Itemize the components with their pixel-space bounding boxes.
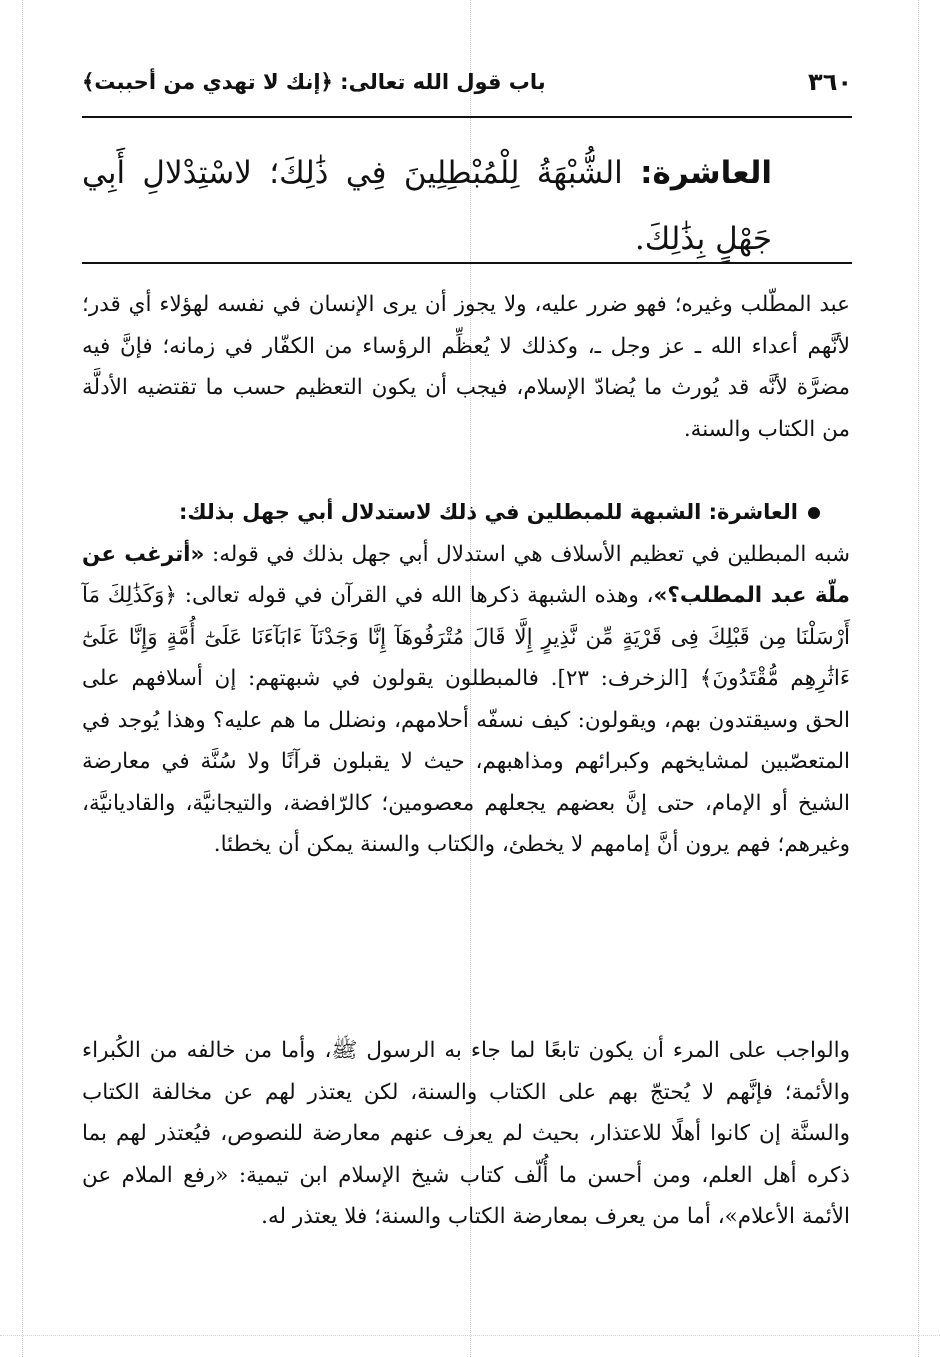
matn-body: الشُّبْهَةُ لِلْمُبْطِلِينَ فِي ذَٰلِكَ؛ لاسْتِدْلالِ أَبِي جَهْلٍ بِذَٰلِكَ. (82, 155, 772, 257)
closing-text: والواجب على المرء أن يكون تابعًا لما جاء به الرسول ﷺ، وأما من خالفه من الكُبراء والأئمة؛ فإنَّهم لا يُحتجّ بهم على الكتاب والسنة، لكن يعتذر لهم عن مخالفة الكتاب والسنَّة إن كانوا أهلًا للاعتذار، بحيث لم يعرف عنهم معارضة للنصوص، فيُعتذر لهم بما ذكره أهل العلم، ومن أحسن ما أُلّف كتاب شيخ الإسلام ابن تيمية: «رفع الملام عن الأئمة الأعلام»، أما من يعرف بمعارضة الكتاب والسنة؛ فلا يعتذر له. (82, 1038, 850, 1229)
matn-text (82, 140, 772, 272)
header-rule (82, 116, 852, 118)
section-block (82, 492, 850, 866)
scan-guide-line (918, 0, 919, 1357)
scan-guide-line (22, 0, 23, 1357)
closing-paragraph (82, 1030, 890, 1238)
section-paragraph-start: شبه المبطلين في تعظيم الأسلاف هي استدلال أبي جهل بذلك في قوله: (212, 541, 850, 567)
section-heading-text: العاشرة: الشبهة للمبطلين في ذلك لاستدلال أبي جهل بذلك: (178, 500, 798, 524)
running-title: باب قول الله تعالى: ﴿إنك لا تهدي من أحببت﴾ (82, 70, 546, 94)
section-paragraph-rest: ، وهذه الشبهة ذكرها الله في القرآن في قوله تعالى: ﴿وَكَذَٰلِكَ مَآ أَرْسَلْنَا مِن قَبْلِكَ فِى قَرْيَةٍ مِّن نَّذِيرٍ إِلَّا قَالَ مُتْرَفُوهَآ إِنَّا وَجَدْنَآ ءَابَآءَنَا عَلَىٰٓ أُمَّةٍ وَإِنَّا عَلَىٰٓ ءَاثَٰرِهِم مُّقْتَدُونَ﴾ [الزخرف: ٢٣]. فالمبطلون يقولون في شبهتهم: إن أسلافهم على الحق وسيقتدون بهم، ويقولون: كيف نسفّه أحلامهم، ونضلل ما هم عليه؟ وهذا يُوجد في المتعصّبين لمشايخهم وكبرائهم ومذاهبهم، حيث لا يقبلون قرآنًا ولا سُنَّة في معارضة الشيخ أو الإمام، حتى إنَّ بعضهم يجعلهم معصومين؛ كالرّافضة، والتيجانيَّة، والقاديانيَّة، وغيرهم؛ فهم يرون أنَّ إمامهم لا يخطئ، والكتاب والسنة يمكن أن يخطئا. (82, 583, 850, 857)
scan-guide-line (0, 1335, 940, 1336)
commentary-intro: عبد المطّلب وغيره؛ فهو ضرر عليه، ولا يجوز أن يرى الإنسان في نفسه لهؤلاء أي قدر؛ لأنَّهم أعداء الله ـ عز وجل ـ، وكذلك لا يُعظِّم الرؤساء من الكفّار في زمانه؛ فإنَّ فيه مضرَّة لأنَّه قد يُورث ما يُضادّ الإسلام، فيجب أن يكون التعظيم حسب ما تقتضيه الأدلَّة من الكتاب والسنة. (82, 292, 850, 442)
running-header (82, 62, 852, 102)
commentary-paragraph (82, 284, 850, 450)
abu-jahl-quote: «أترغب عن ملّة عبد المطلب؟» (82, 541, 850, 608)
matn-divider-rule (82, 262, 852, 264)
section-paragraph (82, 534, 850, 866)
matn-lead: العاشرة: (640, 155, 772, 191)
page-number: ٣٦٠ (808, 68, 852, 96)
section-heading (82, 492, 850, 534)
bullet-icon (808, 507, 820, 519)
